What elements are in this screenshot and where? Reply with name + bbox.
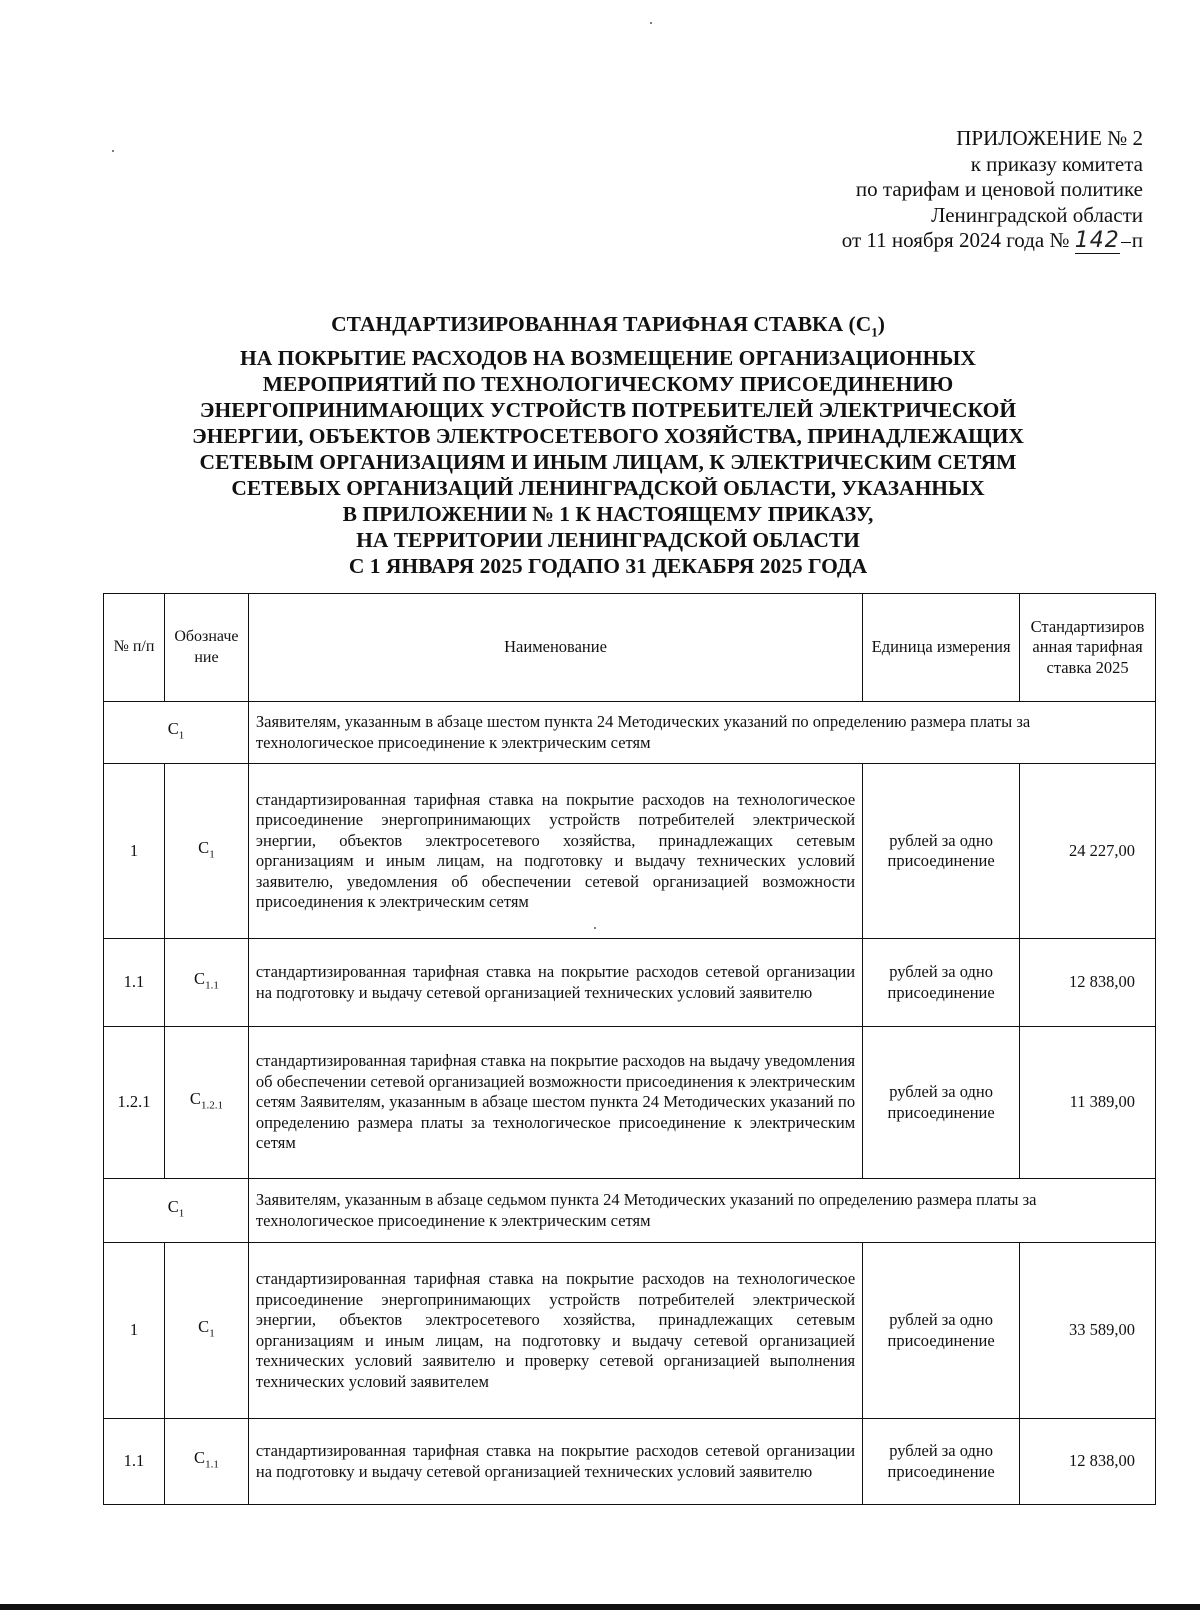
- header-name: Наименование: [248, 594, 862, 702]
- row-code: $С_{1.2.1}$: [164, 1027, 248, 1179]
- row-unit: рублей за одно присоединение: [863, 764, 1020, 939]
- title-line: С 1 ЯНВАРЯ 2025 ГОДАПО 31 ДЕКАБРЯ 2025 ГОДА: [348, 554, 868, 579]
- row-code: $С_1$: [164, 764, 248, 939]
- row-num: 1: [104, 764, 165, 939]
- order-suffix: п: [1131, 228, 1143, 252]
- scan-speck: [650, 22, 652, 24]
- row-num: 1: [104, 1243, 165, 1419]
- table-row: [104, 939, 1156, 1027]
- title-line: СЕТЕВЫХ ОРГАНИЗАЦИЙ ЛЕНИНГРАДСКОЙ ОБЛАСТИ, УКАЗАННЫХ: [231, 476, 985, 501]
- title-line: В ПРИЛОЖЕНИИ № 1 К НАСТОЯЩЕМУ ПРИКАЗУ,: [342, 502, 874, 527]
- title-line: ЭНЕРГОПРИНИМАЮЩИХ УСТРОЙСТВ ПОТРЕБИТЕЛЕЙ ЭЛЕКТРИЧЕСКОЙ: [199, 398, 1017, 423]
- tariff-table: [103, 593, 1156, 1505]
- row-rate: 11 389,00: [1020, 1027, 1156, 1179]
- title-line: СЕТЕВЫМ ОРГАНИЗАЦИЯМ И ИНЫМ ЛИЦАМ, К ЭЛЕКТРИЧЕСКИМ СЕТЯМ: [199, 450, 1017, 475]
- table-row: [104, 1419, 1156, 1505]
- appendix-line: Ленинградской области: [931, 202, 1143, 227]
- title-line: ЭНЕРГИИ, ОБЪЕКТОВ ЭЛЕКТРОСЕТЕВОГО ХОЗЯЙСТВА, ПРИНАДЛЕЖАЩИХ: [192, 424, 1024, 449]
- appendix-header: [842, 126, 1143, 254]
- section-code: $С_1$: [104, 1179, 249, 1243]
- row-rate: 12 838,00: [1020, 939, 1156, 1027]
- appendix-order-line: [842, 228, 1143, 254]
- section-text: Заявителям, указанным в абзаце седьмом пункта 24 Методических указаний по определению размера платы за технологическое присоединение к электрическим сетям: [248, 1179, 1155, 1243]
- order-number-handwritten: 142: [1074, 228, 1120, 253]
- order-date: от 11 ноября 2024 года №: [841, 228, 1070, 252]
- section-text: Заявителям, указанным в абзаце шестом пункта 24 Методических указаний по определению размера платы за технологическое присоединение к электрическим сетям: [248, 702, 1155, 764]
- row-unit: рублей за одно присоединение: [863, 1027, 1020, 1179]
- row-name: стандартизированная тарифная ставка на покрытие расходов сетевой организации на подготовку и выдачу сетевой организацией технических условий заявителю: [248, 1419, 862, 1505]
- header-code: Обозначение: [164, 594, 248, 702]
- section-row: [104, 702, 1156, 764]
- table-row: [104, 1027, 1156, 1179]
- scan-speck: [112, 150, 114, 152]
- table-row: [104, 764, 1156, 939]
- section-row: [104, 1179, 1156, 1243]
- row-unit: рублей за одно присоединение: [863, 1419, 1020, 1505]
- appendix-title: ПРИЛОЖЕНИЕ № 2: [956, 126, 1143, 150]
- row-num: 1.1: [104, 939, 165, 1027]
- dash-mark: [1121, 242, 1131, 243]
- table-header-row: [104, 594, 1156, 702]
- row-name: стандартизированная тарифная ставка на покрытие расходов сетевой организации на подготовку и выдачу сетевой организацией технических условий заявителю: [248, 939, 862, 1027]
- row-rate: 24 227,00: [1020, 764, 1156, 939]
- row-name: стандартизированная тарифная ставка на покрытие расходов на выдачу уведомления об обеспечении сетевой организацией возможности присоединения к электрическим сетям Заявителям, указанным в абзаце шестом пункта 24 Методических указаний по определению размера платы за технологическое присоединение к электрическим сетям: [248, 1027, 862, 1179]
- row-rate: 33 589,00: [1020, 1243, 1156, 1419]
- title-line: НА ТЕРРИТОРИИ ЛЕНИНГРАДСКОЙ ОБЛАСТИ: [356, 528, 860, 553]
- appendix-line: по тарифам и ценовой политике: [855, 177, 1143, 201]
- scan-bottom-edge: [0, 1604, 1200, 1610]
- header-rate: Стандартизированная тарифная ставка 2025: [1020, 594, 1156, 702]
- row-rate: 12 838,00: [1020, 1419, 1156, 1505]
- row-unit: рублей за одно присоединение: [863, 939, 1020, 1027]
- title-line: МЕРОПРИЯТИЙ ПО ТЕХНОЛОГИЧЕСКОМУ ПРИСОЕДИНЕНИЮ: [262, 372, 954, 397]
- row-code: $С_{1.1}$: [164, 939, 248, 1027]
- row-code: $С_{1.1}$: [164, 1419, 248, 1505]
- row-code: $С_1$: [164, 1243, 248, 1419]
- row-name: стандартизированная тарифная ставка на покрытие расходов на технологическое присоединение энергопринимающих устройств потребителей электрической энергии, объектов электросетевого хозяйства, принадлежащих сетевым организациям и иным лицам, на подготовку и выдачу сетевой организацией технических условий заявителю и проверку сетевой организацией выполнения технических условий заявителем: [248, 1243, 862, 1419]
- section-code: $С_1$: [104, 702, 249, 764]
- header-unit: Единица измерения: [863, 594, 1020, 702]
- row-num: 1.1: [104, 1419, 165, 1505]
- document-title: [100, 311, 1116, 579]
- row-name: стандартизированная тарифная ставка на покрытие расходов на технологическое присоединение энергопринимающих устройств потребителей электрической энергии, объектов электросетевого хозяйства, принадлежащих сетевым организациям и иным лицам, на подготовку и выдачу технических условий заявителю, уведомления об обеспечении сетевой организацией возможности присоединения к электрическим сетям: [248, 764, 862, 939]
- title-line: НА ПОКРЫТИЕ РАСХОДОВ НА ВОЗМЕЩЕНИЕ ОРГАНИЗАЦИОННЫХ: [240, 346, 976, 371]
- table-row: [104, 1243, 1156, 1419]
- row-unit: рублей за одно присоединение: [863, 1243, 1020, 1419]
- row-num: 1.2.1: [104, 1027, 165, 1179]
- title-line: СТАНДАРТИЗИРОВАННАЯ ТАРИФНАЯ СТАВКА $(С_1)$: [331, 312, 885, 340]
- appendix-line: к приказу комитета: [970, 151, 1143, 176]
- header-num: № п/п: [104, 594, 165, 702]
